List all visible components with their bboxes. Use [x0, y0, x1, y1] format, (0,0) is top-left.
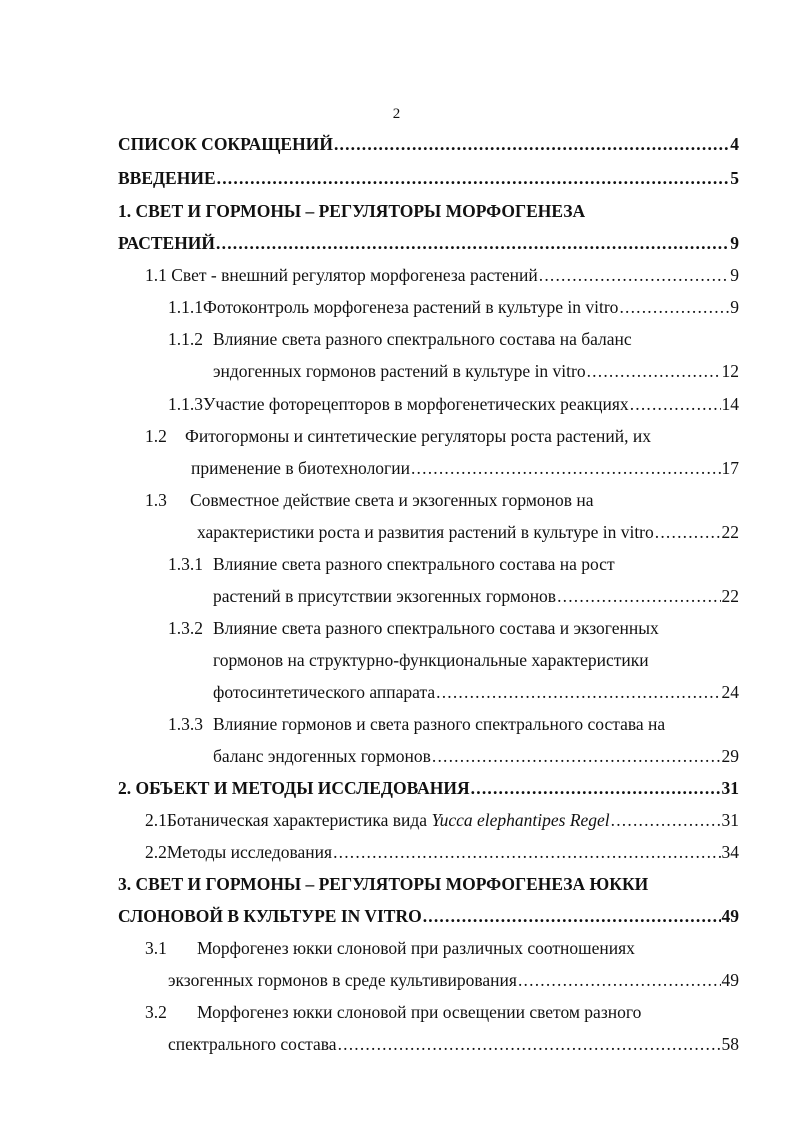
- toc-title: Влияние света разного спектрального состава на баланс: [213, 329, 632, 349]
- toc-page: 17: [721, 458, 739, 478]
- toc-entry-abbreviations: [118, 133, 739, 155]
- toc-page: 5: [730, 168, 739, 188]
- toc-section-1-1-2-line2: [213, 360, 739, 382]
- toc-page: 22: [721, 522, 739, 542]
- toc-number: 2.2: [145, 842, 167, 862]
- toc-number: 1.3.2: [168, 618, 203, 638]
- toc-title: спектрального состава: [168, 1034, 337, 1054]
- toc-number: 3.1: [145, 938, 167, 958]
- toc-page: 49: [721, 906, 739, 926]
- toc-section-1-1-2-line1: [168, 328, 632, 350]
- toc-section-1-3-1-line2: [213, 585, 739, 607]
- toc-leader: [432, 745, 721, 767]
- toc-number: 2.1: [145, 810, 167, 830]
- toc-number: 1.1.1: [168, 297, 203, 317]
- toc-entry-introduction: [118, 167, 739, 189]
- toc-leader: [557, 585, 720, 607]
- toc-section-1-3-3-line2: [213, 745, 739, 767]
- toc-title: СПИСОК СОКРАЩЕНИЙ: [118, 134, 333, 154]
- toc-title: Фитогормоны и синтетические регуляторы роста растений, их: [185, 426, 651, 446]
- toc-leader: [655, 521, 721, 543]
- toc-title: применение в биотехнологии: [191, 458, 410, 478]
- toc-section-3-2-line1: [145, 1001, 641, 1023]
- toc-leader: [471, 777, 721, 799]
- toc-section-1-1-3: [168, 393, 739, 415]
- toc-section-1-3-3-line1: [168, 713, 665, 735]
- toc-title: Морфогенез юкки слоновой при освещении светом разного: [197, 1002, 642, 1022]
- toc-page: 29: [721, 746, 739, 766]
- toc-title: гормонов на структурно-функциональные характеристики: [213, 650, 649, 670]
- toc-title: Фотоконтроль морфогенеза растений в культуре in vitro: [203, 297, 619, 317]
- toc-number: 3.2: [145, 1002, 167, 1022]
- toc-leader: [217, 167, 730, 189]
- toc-leader: [436, 681, 720, 703]
- toc-chapter-1-line1: [118, 200, 585, 222]
- toc-page: 9: [730, 233, 739, 253]
- toc-page: 4: [730, 134, 739, 154]
- toc-title: Совместное действие света и экзогенных гормонов на: [190, 490, 594, 510]
- toc-number: 1.3.1: [168, 554, 203, 574]
- toc-section-1-3-2-line1: [168, 617, 659, 639]
- toc-section-1-3-1-line1: [168, 553, 615, 575]
- toc-number: 1.3: [145, 490, 167, 510]
- toc-page: 14: [721, 394, 739, 414]
- toc-leader: [518, 969, 721, 991]
- toc-leader: [630, 393, 721, 415]
- toc-title: растений в присутствии экзогенных гормонов: [213, 586, 557, 606]
- toc-page: 9: [730, 265, 739, 285]
- toc-title: Ботаническая характеристика вида: [166, 810, 432, 830]
- toc-title: ВВЕДЕНИЕ: [118, 168, 216, 188]
- toc-leader: [619, 296, 729, 318]
- toc-title: РАСТЕНИЙ: [118, 233, 216, 253]
- toc-leader: [216, 232, 729, 254]
- toc-title: Влияние света разного спектрального состава на рост: [213, 554, 615, 574]
- page-number: 2: [392, 106, 401, 122]
- toc-title: 2. ОБЪЕКТ И МЕТОДЫ ИССЛЕДОВАНИЯ: [118, 778, 470, 798]
- toc-section-1-3-line1: [145, 489, 594, 511]
- toc-page: 24: [721, 682, 739, 702]
- toc-page: 12: [721, 361, 739, 381]
- toc-section-1-3-2-line2: [213, 649, 649, 671]
- toc-title: эндогенных гормонов растений в культуре in vitro: [213, 361, 586, 381]
- toc-chapter-3-line2: [118, 905, 739, 927]
- toc-number: 1.3.3: [168, 714, 203, 734]
- toc-chapter-1-line2: [118, 232, 739, 254]
- toc-page: 9: [730, 297, 739, 317]
- toc-number: 1.1.3: [168, 394, 203, 414]
- toc-section-1-1: [145, 264, 739, 286]
- toc-number: 1.1.2: [168, 329, 203, 349]
- toc-leader: [333, 841, 720, 863]
- toc-chapter-2: [118, 777, 739, 799]
- toc-section-1-2-line1: [145, 425, 651, 447]
- toc-page: 31: [721, 778, 739, 798]
- toc-leader: [611, 809, 721, 831]
- toc-section-3-2-line2: [168, 1033, 739, 1055]
- toc-page: 31: [721, 810, 739, 830]
- toc-title: характеристики роста и развития растений в культуре in vitro: [197, 522, 654, 542]
- toc-leader: [334, 133, 729, 155]
- toc-title: Влияние гормонов и света разного спектрального состава на: [213, 714, 666, 734]
- toc-section-2-1: [145, 809, 739, 831]
- toc-title: СЛОНОВОЙ В КУЛЬТУРЕ IN VITRO: [118, 906, 422, 926]
- toc-title: 3. СВЕТ И ГОРМОНЫ – РЕГУЛЯТОРЫ МОРФОГЕНЕЗА ЮККИ: [118, 874, 649, 894]
- toc-section-1-3-2-line3: [213, 681, 739, 703]
- toc-title: фотосинтетического аппарата: [213, 682, 436, 702]
- toc-page: 34: [721, 842, 739, 862]
- toc-title: Участие фоторецепторов в морфогенетических реакциях: [203, 394, 629, 414]
- toc-title: экзогенных гормонов в среде культивирования: [168, 970, 517, 990]
- toc-title: 1.1 Свет - внешний регулятор морфогенеза растений: [145, 265, 538, 285]
- toc-title: 1. СВЕТ И ГОРМОНЫ – РЕГУЛЯТОРЫ МОРФОГЕНЕЗА: [118, 201, 586, 221]
- toc-leader: [411, 457, 721, 479]
- toc-leader: [423, 905, 721, 927]
- toc-number: 1.2: [145, 426, 167, 446]
- toc-page: 58: [721, 1034, 739, 1054]
- toc-title: Влияние света разного спектрального состава и экзогенных: [213, 618, 659, 638]
- toc-section-2-2: [145, 841, 739, 863]
- toc-section-3-1-line2: [168, 969, 739, 991]
- toc-title-species: Yucca elephantipes Regel: [431, 810, 610, 830]
- toc-section-1-1-1: [168, 296, 739, 318]
- toc-section-1-3-line2: [197, 521, 739, 543]
- toc-section-1-2-line2: [191, 457, 739, 479]
- toc-leader: [338, 1033, 721, 1055]
- toc-title: баланс эндогенных гормонов: [213, 746, 431, 766]
- toc-chapter-3-line1: [118, 873, 648, 895]
- toc-page: 49: [721, 970, 739, 990]
- toc-leader: [539, 264, 730, 286]
- toc-title: Методы исследования: [166, 842, 333, 862]
- toc-leader: [587, 360, 721, 382]
- toc-title: Морфогенез юкки слоновой при различных соотношениях: [197, 938, 635, 958]
- toc-section-3-1-line1: [145, 937, 635, 959]
- toc-page: 22: [721, 586, 739, 606]
